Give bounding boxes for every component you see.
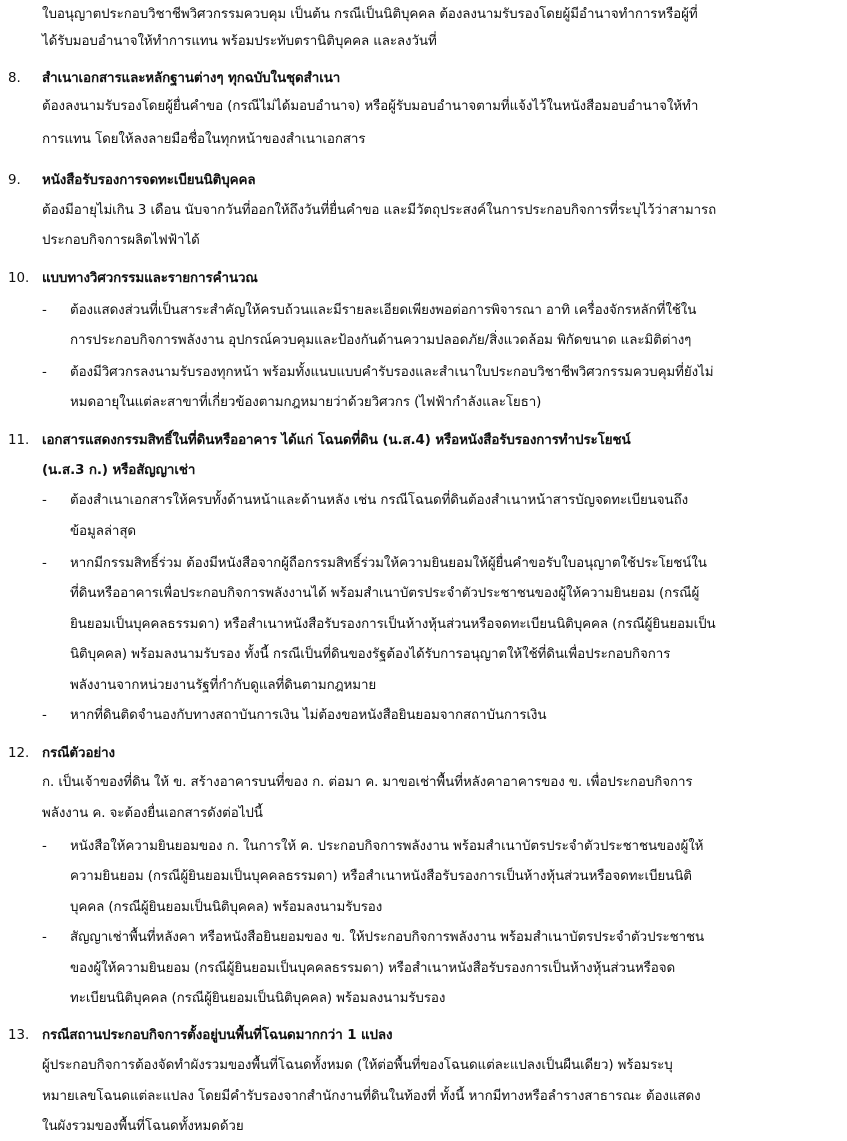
bullet-dash: -	[42, 556, 47, 571]
bullet-line: ยินยอมเป็นบุคคลธรรมดา) หรือสำเนาหนังสือรับรองการเป็นห้างหุ้นส่วนหรือจดทะเบียนนิติบุคคล (กรณีผู้ยินยอมเป็น	[70, 617, 716, 632]
bullet-line: ต้องแสดงส่วนที่เป็นสาระสำคัญให้ครบถ้วนและมีรายละเอียดเพียงพอต่อการพิจารณา อาทิ เครื่องจักรหลักที่ใช้ใน	[70, 303, 697, 318]
section-heading: กรณีตัวอย่าง	[42, 746, 115, 761]
section-number: 9.	[8, 173, 21, 188]
section-number: 11.	[8, 433, 30, 448]
section-line: การแทน โดยให้ลงลายมือชื่อในทุกหน้าของสำเนาเอกสาร	[42, 132, 366, 147]
section-line: ในผังรวมของพื้นที่โฉนดทั้งหมดด้วย	[42, 1119, 244, 1134]
bullet-line: ที่ดินหรืออาคารเพื่อประกอบกิจการพลังงานได้ พร้อมสำเนาบัตรประจำตัวประชาชนของผู้ให้ความยินยอม (กรณีผู้	[70, 586, 700, 601]
bullet-line: ความยินยอม (กรณีผู้ยินยอมเป็นบุคคลธรรมดา) หรือสำเนาหนังสือรับรองการเป็นห้างหุ้นส่วนหรือจดทะเบียนนิติ	[70, 869, 692, 884]
intro-line: ได้รับมอบอำนาจให้ทำการแทน พร้อมประทับตรานิติบุคคล และลงวันที่	[42, 34, 437, 49]
bullet-dash: -	[42, 930, 47, 945]
bullet-dash: -	[42, 493, 47, 508]
section-line: หมายเลขโฉนดแต่ละแปลง โดยมีคำรับรองจากสำนักงานที่ดินในท้องที่ ทั้งนี้ หากมีทางหรือลำรางสาธารณะ ต้องแสดง	[42, 1089, 701, 1104]
bullet-dash: -	[42, 303, 47, 318]
bullet-line: ต้องมีวิศวกรลงนามรับรองทุกหน้า พร้อมทั้งแนบแบบคำรับรองและสำเนาใบประกอบวิชาชีพวิศวกรรมควบคุมที่ยังไม่	[70, 365, 714, 380]
section-heading: แบบทางวิศวกรรมและรายการคำนวณ	[42, 271, 258, 286]
bullet-line: หากมีกรรมสิทธิ์ร่วม ต้องมีหนังสือจากผู้ถือกรรมสิทธิ์ร่วมให้ความยินยอมให้ผู้ยื่นคำขอรับใบอนุญาตใช้ประโยชน์ใน	[70, 556, 707, 571]
bullet-line: ทะเบียนนิติบุคคล (กรณีผู้ยินยอมเป็นนิติบุคคล) พร้อมลงนามรับรอง	[70, 991, 446, 1006]
bullet-line: หมดอายุในแต่ละสาขาที่เกี่ยวข้องตามกฎหมายว่าด้วยวิศวกร (ไฟฟ้ากำลังและโยธา)	[70, 395, 542, 410]
bullet-line: การประกอบกิจการพลังงาน อุปกรณ์ควบคุมและป้องกันด้านความปลอดภัย/สิ่งแวดล้อม พิกัดขนาด และมิติต่างๆ	[70, 333, 692, 348]
section-number: 8.	[8, 71, 21, 86]
section-line: ต้องลงนามรับรองโดยผู้ยื่นคำขอ (กรณีไม่ได้มอบอำนาจ) หรือผู้รับมอบอำนาจตามที่แจ้งไว้ในหนังสือมอบอำนาจให้ทำ	[42, 99, 699, 114]
bullet-dash: -	[42, 839, 47, 854]
section-line: ก. เป็นเจ้าของที่ดิน ให้ ข. สร้างอาคารบนที่ของ ก. ต่อมา ค. มาขอเช่าพื้นที่หลังคาอาคารของ ข. เพื่อประกอบกิจการ	[42, 775, 693, 790]
bullet-line: สัญญาเช่าพื้นที่หลังคา หรือหนังสือยินยอมของ ข. ให้ประกอบกิจการพลังงาน พร้อมสำเนาบัตรประจำตัวประชาชน	[70, 930, 705, 945]
bullet-line: หนังสือให้ความยินยอมของ ก. ในการให้ ค. ประกอบกิจการพลังงาน พร้อมสำเนาบัตรประจำตัวประชาชนของผู้ให้	[70, 839, 704, 854]
bullet-dash: -	[42, 708, 47, 723]
section-line: ผู้ประกอบกิจการต้องจัดทำผังรวมของพื้นที่โฉนดทั้งหมด (ให้ต่อพื้นที่ของโฉนดแต่ละแปลงเป็นผืนเดียว) พร้อมระบุ	[42, 1058, 673, 1073]
section-line: ประกอบกิจการผลิตไฟฟ้าได้	[42, 233, 200, 248]
section-heading: (น.ส.3 ก.) หรือสัญญาเช่า	[42, 463, 196, 478]
section-heading: กรณีสถานประกอบกิจการตั้งอยู่บนพื้นที่โฉนดมากกว่า 1 แปลง	[42, 1028, 393, 1043]
bullet-line: ข้อมูลล่าสุด	[70, 524, 137, 539]
bullet-line: ต้องสำเนาเอกสารให้ครบทั้งด้านหน้าและด้านหลัง เช่น กรณีโฉนดที่ดินต้องสำเนาหน้าสารบัญจดทะเบียนจนถึง	[70, 493, 689, 508]
section-heading: สำเนาเอกสารและหลักฐานต่างๆ ทุกฉบับในชุดสำเนา	[42, 71, 341, 86]
section-number: 13.	[8, 1028, 30, 1043]
bullet-line: หากที่ดินติดจำนองกับทางสถาบันการเงิน ไม่ต้องขอหนังสือยินยอมจากสถาบันการเงิน	[70, 708, 547, 723]
bullet-dash: -	[42, 365, 47, 380]
section-number: 10.	[8, 271, 30, 286]
intro-line: ใบอนุญาตประกอบวิชาชีพวิศวกรรมควบคุม เป็นต้น กรณีเป็นนิติบุคคล ต้องลงนามรับรองโดยผู้มีอำนาจทำการหรือผู้ที่	[42, 7, 698, 22]
bullet-line: บุคคล (กรณีผู้ยินยอมเป็นนิติบุคคล) พร้อมลงนามรับรอง	[70, 900, 383, 915]
bullet-line: ของผู้ให้ความยินยอม (กรณีผู้ยินยอมเป็นบุคคลธรรมดา) หรือสำเนาหนังสือรับรองการเป็นห้างหุ้นส่วนหรือจด	[70, 961, 676, 976]
section-number: 12.	[8, 746, 30, 761]
bullet-line: นิติบุคคล) พร้อมลงนามรับรอง ทั้งนี้ กรณีเป็นที่ดินของรัฐต้องได้รับการอนุญาตให้ใช้ที่ดินเพื่อประกอบกิจการ	[70, 647, 671, 662]
section-line: พลังงาน ค. จะต้องยื่นเอกสารดังต่อไปนี้	[42, 806, 263, 821]
section-heading: หนังสือรับรองการจดทะเบียนนิติบุคคล	[42, 173, 256, 188]
bullet-line: พลังงานจากหน่วยงานรัฐที่กำกับดูแลที่ดินตามกฎหมาย	[70, 678, 377, 693]
section-heading: เอกสารแสดงกรรมสิทธิ์ในที่ดินหรืออาคาร ได้แก่ โฉนดที่ดิน (น.ส.4) หรือหนังสือรับรองการทำประโยชน์	[42, 433, 631, 448]
section-line: ต้องมีอายุไม่เกิน 3 เดือน นับจากวันที่ออกให้ถึงวันที่ยื่นคำขอ และมีวัตถุประสงค์ในการประกอบกิจการที่ระบุไว้ว่าสามารถ	[42, 203, 717, 218]
